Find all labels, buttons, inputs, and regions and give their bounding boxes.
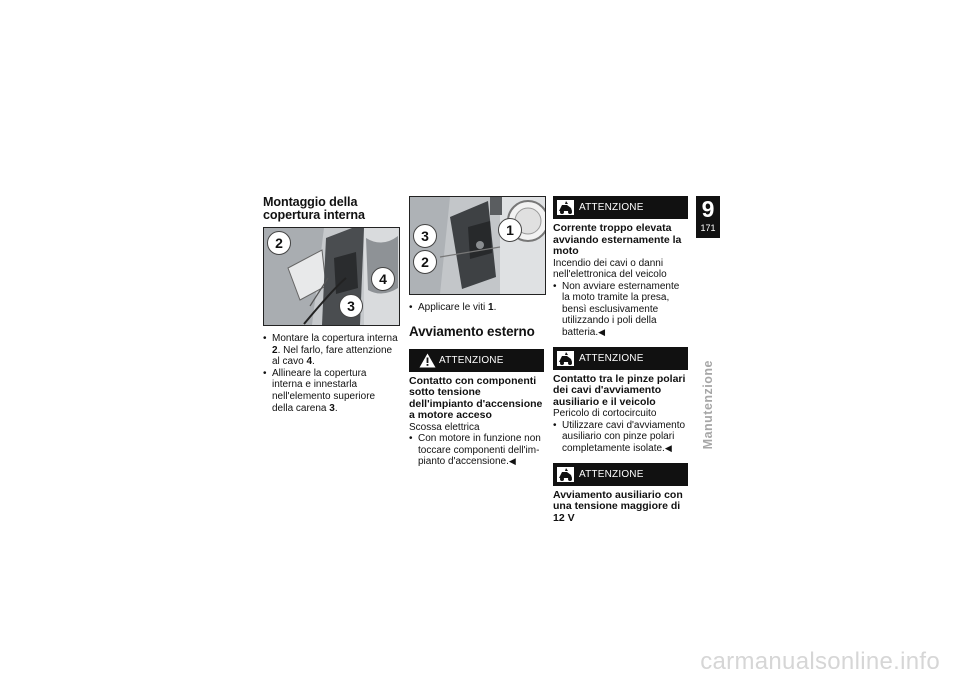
notice-title: Corrente troppo elevata avviando esternamente la moto: [553, 222, 682, 257]
warning-bar: [409, 349, 544, 372]
vehicle-damage-icon: [557, 351, 574, 366]
column-2: [409, 196, 544, 468]
watermark: carmanualsonline.info: [700, 648, 940, 675]
section-side-title-text: Manutenzione: [701, 360, 715, 450]
section-side-title: [697, 360, 719, 480]
section-heading-cover: Montaggio della copertura interna: [263, 195, 365, 222]
notice-actions: [553, 281, 688, 339]
notice-label: ATTENZIONE: [579, 352, 644, 364]
photo-inner-cover: [263, 227, 400, 326]
vehicle-damage-icon: [557, 467, 574, 482]
column-3: [553, 196, 688, 524]
column-1: [263, 196, 398, 414]
page-number: 171: [700, 223, 716, 233]
notice-cause: Pericolo di cortocircuito: [553, 408, 657, 420]
vehicle-damage-icon: [557, 200, 574, 215]
notice-bar: [553, 463, 688, 486]
callout-2: 2: [413, 250, 437, 274]
notice-bar: [553, 196, 688, 219]
warning-label: ATTENZIONE: [439, 354, 504, 366]
list-item: • Allineare la copertura interna e innestarla nell'elemento superiore della carena 3.: [263, 368, 398, 414]
end-mark: ◀: [664, 442, 672, 453]
chapter-number: 9: [701, 196, 715, 222]
list-item: • Non avviare esternamente la moto tramite la presa, bensì esclusivamente utilizzando i poli della batteria.◀: [553, 281, 688, 339]
section-heading-external-start: Avviamento esterno: [409, 323, 535, 339]
callout-3: 3: [413, 224, 437, 248]
warning-triangle-icon: [419, 353, 436, 368]
notice-bar: [553, 347, 688, 370]
end-mark: ◀: [598, 327, 606, 338]
list-item: • Montare la copertura interna 2. Nel farlo, fare attenzione al cavo 4.: [263, 333, 398, 368]
notice-actions: [553, 420, 688, 455]
callout-4: 4: [371, 267, 395, 291]
screw-step: [409, 302, 544, 314]
notice-label: ATTENZIONE: [579, 202, 644, 213]
end-mark: ◀: [508, 456, 516, 467]
notice-title: Contatto tra le pinze polari dei cavi d'avviamento ausiliario e il veicolo: [553, 372, 686, 408]
warning-cause: Scossa elettrica: [409, 421, 480, 433]
list-item: • Con motore in funzione non toccare componenti dell'impianto d'accensione.◀: [409, 433, 544, 468]
cover-steps: [263, 333, 398, 414]
callout-1: 1: [498, 218, 522, 242]
notice-title: Avviamento ausiliario con una tensione maggiore di 12 V: [553, 488, 683, 524]
list-item: • Utilizzare cavi d'avviamento ausiliario con pinze polari completamente isolate.◀: [553, 420, 688, 455]
list-item: • Applicare le viti 1.: [409, 302, 544, 314]
warning-actions: [409, 433, 544, 468]
notice-cause: Incendio dei cavi o danni nell'elettronica del veicolo: [553, 257, 667, 281]
callout-2: 2: [267, 231, 291, 255]
photo-screws: [409, 196, 546, 295]
callout-3: 3: [339, 294, 363, 318]
warning-title: Contatto con componenti sotto tensione dell'impianto d'accensione a motore acceso: [409, 374, 543, 422]
notice-label: ATTENZIONE: [579, 468, 644, 480]
chapter-tab: [696, 196, 720, 238]
